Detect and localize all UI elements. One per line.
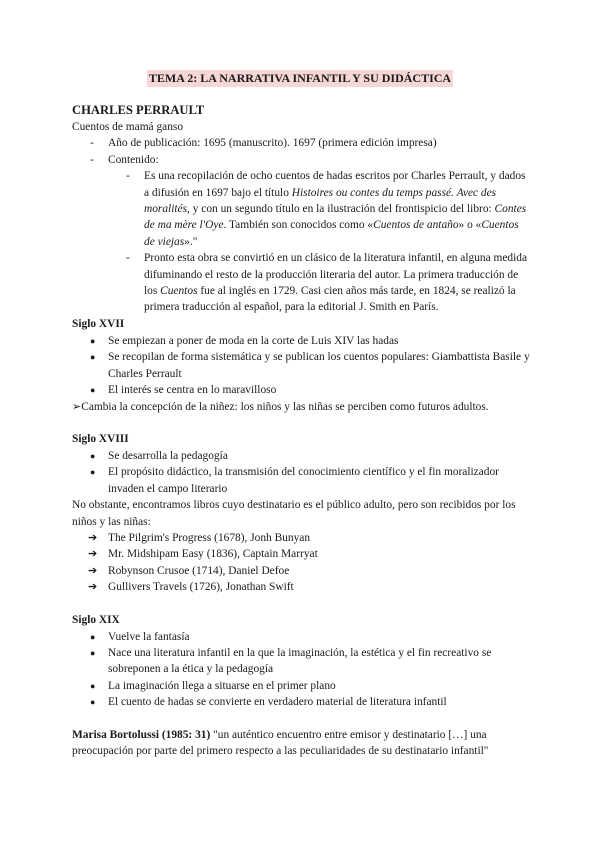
text-run: , y con un segundo título en la ilustración del frontispicio del libro: (187, 203, 495, 216)
list-item (108, 250, 532, 316)
list-item: ● La imaginación llega a situarse en el primer plano (72, 678, 532, 694)
list-item (108, 168, 532, 250)
italic-title: Histoires ou contes du temps passé. Avec des moralités (144, 186, 497, 216)
italic-title: Cuentos (160, 285, 198, 298)
siglo-17-list (72, 333, 532, 399)
quote-block (72, 727, 532, 760)
italic-title: Contes de ma mère l'Oye (144, 203, 527, 232)
list-item: ➔ Gullivers Travels (1726), Jonathan Swift (72, 579, 532, 595)
list-item: ● El propósito didáctico, la transmisión del conocimiento científico y el fin moralizador invaden el campo literario (72, 464, 532, 497)
quote-text: "un auténtico encuentro entre emisor y destinatario […] una preocupación por parte del primero respecto a las peculiaridades de su destinatario infantil" (72, 728, 489, 757)
siglo-17-note (72, 399, 532, 415)
list-item (72, 135, 532, 151)
section-heading-siglo-18: Siglo XVIII (72, 432, 129, 445)
list-item: ● Nace una literatura infantil en la que la imaginación, la estética y el fin recreativo se sobreponen a la ética y la pedagogía (72, 645, 532, 678)
contenido-list (108, 168, 532, 316)
year-line: Año de publicación: 1695 (manuscrito). 1697 (primera edición impresa) (108, 137, 437, 150)
text-run: » o « (458, 219, 482, 232)
list-item: ● Se recopilan de forma sistemática y se publican los cuentos populares: Giambattista Basile y Charles Perrault (72, 349, 532, 382)
italic-title: Cuentos de viejas (144, 219, 519, 248)
perrault-subtitle: Cuentos de mamá ganso (72, 121, 184, 133)
note-text: Cambia la concepción de la niñez: los niños y las niñas se perciben como futuros adultos. (81, 400, 489, 413)
list-item: ➔ Mr. Midshipam Easy (1836), Captain Marryat (72, 546, 532, 562)
list-item: ● Se desarrolla la pedagogía (72, 448, 532, 464)
text-run: »." (184, 235, 198, 248)
perrault-list (72, 135, 532, 168)
list-item: ● Se empiezan a poner de moda en la corte de Luis XIV las hadas (72, 333, 532, 349)
quote-author: Marisa Bortolussi (1985: 31) (72, 728, 211, 741)
books-list (72, 530, 532, 596)
list-item: ➔ Robynson Crusoe (1714), Daniel Defoe (72, 563, 532, 579)
text-run: Es una recopilación de ocho cuentos de hadas escritos por Charles Perrault, y dados a difusión en 1697 bajo el título (144, 170, 526, 199)
list-item: ➔ The Pilgrim's Progress (1678), Jonh Bunyan (72, 530, 532, 546)
siglo-19-list (72, 629, 532, 711)
text-run: Pronto esta obra se convirtió en un clásico de la literatura infantil, en alguna medida difuminando el resto de la producción literaria del autor. La primera traducción de los (144, 252, 528, 298)
section-heading-siglo-17: Siglo XVII (72, 317, 125, 330)
spacer (72, 415, 532, 431)
siglo-18-list (72, 448, 532, 497)
page-title: TEMA 2: LA NARRATIVA INFANTIL Y SU DIDÁCTICA (148, 71, 452, 85)
italic-title: Cuentos de antaño (373, 219, 459, 232)
document-body (72, 102, 532, 759)
text-run: fue al inglés en 1729. Casi cien años más tarde, en 1824, se realizó la primera traducción al español, para la editorial J. Smith en París. (144, 285, 516, 314)
contenido-label: Contenido: (108, 153, 159, 166)
text-run: . También son conocidos como « (223, 219, 374, 232)
section-heading-siglo-19: Siglo XIX (72, 613, 120, 626)
siglo-18-paragraph: No obstante, encontramos libros cuyo destinatario es el público adulto, pero son recibidos por los niños y las niñas: (72, 499, 516, 528)
list-item: ● El interés se centra en lo maravilloso (72, 382, 532, 398)
list-item (72, 152, 532, 168)
list-item: ● El cuento de hadas se convierte en verdadero material de literatura infantil (72, 694, 532, 710)
title-row (0, 70, 600, 87)
list-item: ● Vuelve la fantasía (72, 629, 532, 645)
spacer (72, 596, 532, 612)
spacer (72, 711, 532, 727)
arrow-icon: ➢ (72, 400, 82, 413)
section-heading-perrault: CHARLES PERRAULT (72, 103, 205, 117)
